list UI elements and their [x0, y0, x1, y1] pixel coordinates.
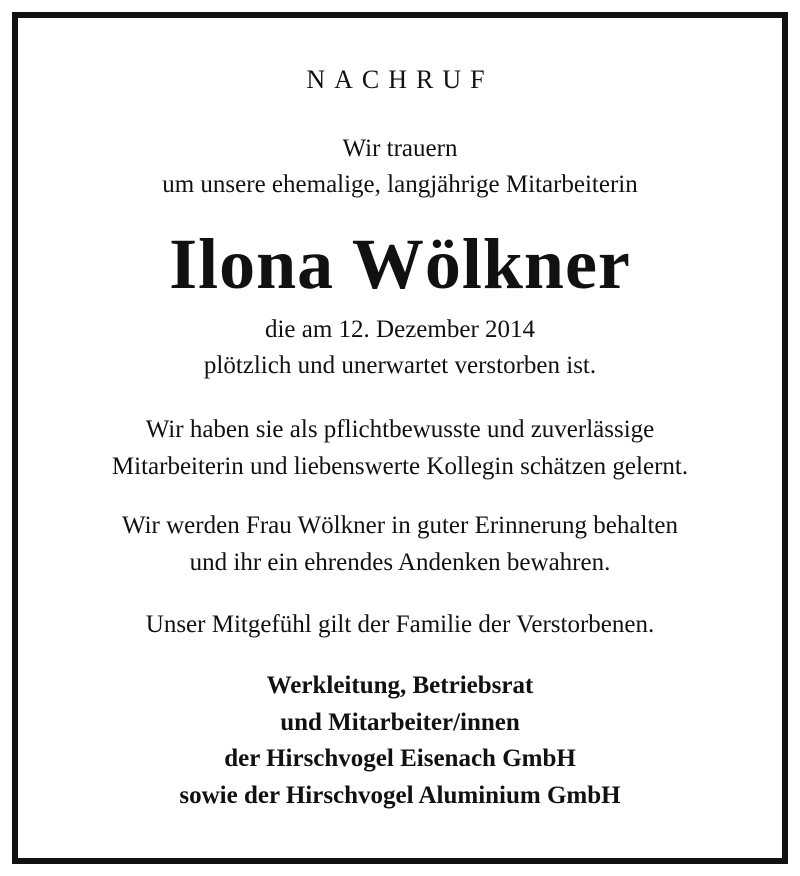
condolence-paragraph — [0, 606, 800, 643]
death-circumstance-line: plötzlich und unerwartet verstorben ist. — [203, 352, 597, 379]
appreciation-line-2: Mitarbeiterin und liebenswerte Kollegin schätzen gelernt. — [111, 453, 689, 480]
appreciation-paragraph — [0, 411, 800, 485]
death-date-line: die am 12. Dezember 2014 — [264, 316, 536, 343]
signature-line-4: sowie der Hirschvogel Aluminium GmbH — [179, 781, 621, 809]
death-notice — [0, 312, 800, 384]
heading-text: NACHRUF — [306, 65, 494, 94]
intro-line-2: um unsere ehemalige, langjährige Mitarbeiterin — [162, 171, 638, 198]
deceased-name-text: Ilona Wölkner — [169, 224, 631, 304]
intro-text — [0, 131, 800, 203]
intro-line-1: Wir trauern — [342, 135, 458, 162]
memory-paragraph — [0, 507, 800, 581]
notice-heading — [0, 60, 800, 100]
appreciation-line-1: Wir haben sie als pflichtbewusste und zuverlässige — [145, 416, 655, 443]
signature-line-2: und Mitarbeiter/innen — [280, 708, 520, 736]
signature-line-1: Werkleitung, Betriebsrat — [266, 672, 534, 699]
memory-line-2: und ihr ein ehrendes Andenken bewahren. — [189, 549, 611, 576]
signature-block — [0, 668, 800, 814]
condolence-line-1: Unser Mitgefühl gilt der Familie der Verstorbenen. — [145, 611, 655, 638]
memory-line-1: Wir werden Frau Wölkner in guter Erinnerung behalten — [122, 512, 678, 539]
deceased-name — [0, 222, 800, 306]
signature-line-3: der Hirschvogel Eisenach GmbH — [224, 745, 576, 772]
